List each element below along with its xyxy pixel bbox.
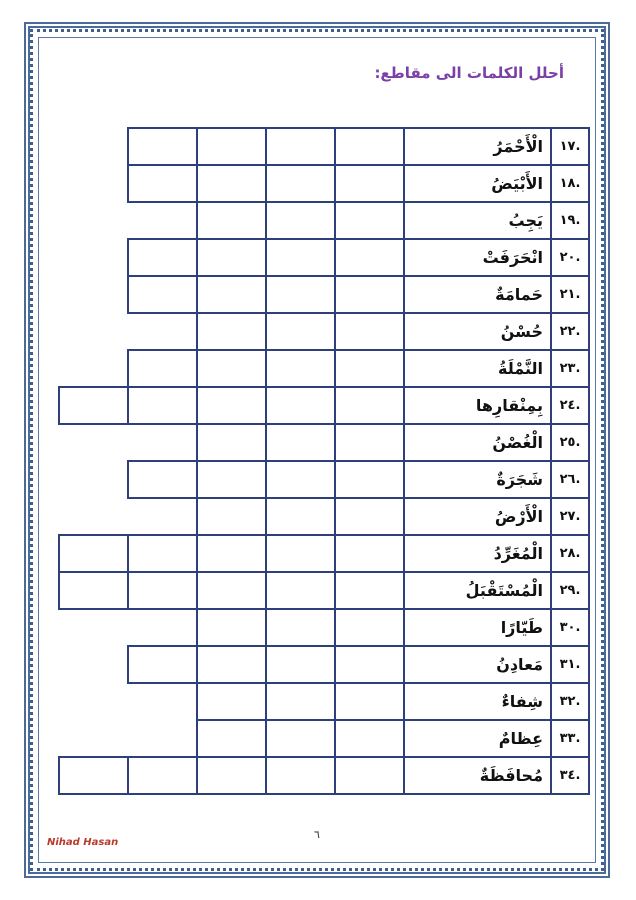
word-row <box>59 202 589 239</box>
syllable-box[interactable] <box>197 128 266 165</box>
word-cell: شَجَرَةٌ <box>404 461 551 498</box>
word-row <box>59 350 589 387</box>
word-cell: الْغُصْنُ <box>404 424 551 461</box>
word-cell: الْمُسْتَقْبَلُ <box>404 572 551 609</box>
syllable-box[interactable] <box>197 720 266 757</box>
empty-slot <box>59 683 128 720</box>
word-row <box>59 239 589 276</box>
empty-slot <box>59 350 128 387</box>
word-cell: الْمُغَرِّدُ <box>404 535 551 572</box>
empty-slot <box>59 239 128 276</box>
empty-slot <box>128 498 197 535</box>
word-cell: طَيّارًا <box>404 609 551 646</box>
word-cell: الْأَرْضُ <box>404 498 551 535</box>
empty-slot <box>59 165 128 202</box>
syllable-box[interactable] <box>266 202 335 239</box>
item-number: .٢٤ <box>551 387 589 424</box>
syllable-box[interactable] <box>266 276 335 313</box>
syllable-box[interactable] <box>335 609 404 646</box>
word-cell: يَجِبُ <box>404 202 551 239</box>
word-row <box>59 609 589 646</box>
empty-slot <box>128 720 197 757</box>
syllable-box[interactable] <box>266 165 335 202</box>
syllable-box[interactable] <box>266 572 335 609</box>
word-row <box>59 128 589 165</box>
item-number: .٣٢ <box>551 683 589 720</box>
word-cell: مُحافَظَةٌ <box>404 757 551 794</box>
empty-slot <box>128 313 197 350</box>
empty-slot <box>59 313 128 350</box>
word-row <box>59 720 589 757</box>
syllable-box[interactable] <box>335 239 404 276</box>
word-cell: انْحَرَفَتْ <box>404 239 551 276</box>
word-row <box>59 683 589 720</box>
syllable-box[interactable] <box>59 535 128 572</box>
syllable-box[interactable] <box>335 202 404 239</box>
syllable-box[interactable] <box>197 239 266 276</box>
syllable-box[interactable] <box>128 535 197 572</box>
syllable-table <box>58 127 590 795</box>
syllable-box[interactable] <box>59 757 128 794</box>
item-number: .٢٢ <box>551 313 589 350</box>
empty-slot <box>59 128 128 165</box>
syllable-box[interactable] <box>335 165 404 202</box>
syllable-box[interactable] <box>197 646 266 683</box>
syllable-box[interactable] <box>266 239 335 276</box>
item-number: .١٨ <box>551 165 589 202</box>
syllable-box[interactable] <box>266 683 335 720</box>
syllable-box[interactable] <box>197 609 266 646</box>
item-number: .٢٧ <box>551 498 589 535</box>
word-row <box>59 646 589 683</box>
word-cell: شِفاءٌ <box>404 683 551 720</box>
syllable-box[interactable] <box>335 276 404 313</box>
item-number: .٢٦ <box>551 461 589 498</box>
syllable-box[interactable] <box>197 572 266 609</box>
syllable-box[interactable] <box>335 498 404 535</box>
item-number: .٢٠ <box>551 239 589 276</box>
syllable-box[interactable] <box>266 424 335 461</box>
syllable-box[interactable] <box>266 498 335 535</box>
syllable-box[interactable] <box>197 387 266 424</box>
word-row <box>59 461 589 498</box>
empty-slot <box>128 202 197 239</box>
syllable-box[interactable] <box>197 757 266 794</box>
syllable-box[interactable] <box>335 683 404 720</box>
empty-slot <box>59 461 128 498</box>
syllable-box[interactable] <box>128 461 197 498</box>
word-cell: مَعادِنُ <box>404 646 551 683</box>
syllable-box[interactable] <box>59 387 128 424</box>
syllable-box[interactable] <box>197 350 266 387</box>
syllable-box[interactable] <box>266 313 335 350</box>
word-row <box>59 498 589 535</box>
syllable-box[interactable] <box>266 128 335 165</box>
syllable-box[interactable] <box>197 165 266 202</box>
item-number: .٣٤ <box>551 757 589 794</box>
empty-slot <box>59 609 128 646</box>
syllable-box[interactable] <box>335 387 404 424</box>
syllable-box[interactable] <box>266 461 335 498</box>
syllable-box[interactable] <box>335 757 404 794</box>
syllable-box[interactable] <box>128 239 197 276</box>
empty-slot <box>59 424 128 461</box>
syllable-box[interactable] <box>266 757 335 794</box>
empty-slot <box>59 276 128 313</box>
word-row <box>59 535 589 572</box>
syllable-box[interactable] <box>335 535 404 572</box>
word-row <box>59 165 589 202</box>
word-cell: النَّمْلَةُ <box>404 350 551 387</box>
item-number: .٢٨ <box>551 535 589 572</box>
syllable-box[interactable] <box>197 276 266 313</box>
word-cell: حُسْنُ <box>404 313 551 350</box>
syllable-box[interactable] <box>128 387 197 424</box>
word-cell: بِمِنْقارِها <box>404 387 551 424</box>
empty-slot <box>128 424 197 461</box>
word-row <box>59 276 589 313</box>
syllable-box[interactable] <box>197 202 266 239</box>
syllable-box[interactable] <box>266 350 335 387</box>
syllable-box[interactable] <box>335 461 404 498</box>
item-number: .٢١ <box>551 276 589 313</box>
syllable-box[interactable] <box>59 572 128 609</box>
syllable-box[interactable] <box>266 646 335 683</box>
empty-slot <box>59 498 128 535</box>
exercise-title: أحلل الكلمات الى مقاطع: <box>374 64 564 82</box>
word-row <box>59 757 589 794</box>
item-number: .٣٠ <box>551 609 589 646</box>
word-row <box>59 572 589 609</box>
item-number: .٢٩ <box>551 572 589 609</box>
word-row <box>59 424 589 461</box>
syllable-box[interactable] <box>266 387 335 424</box>
item-number: .٣٣ <box>551 720 589 757</box>
syllable-box[interactable] <box>335 128 404 165</box>
syllable-table-body <box>59 128 589 794</box>
word-row <box>59 313 589 350</box>
word-row <box>59 387 589 424</box>
word-cell: الْأَحْمَرُ <box>404 128 551 165</box>
syllable-box[interactable] <box>335 720 404 757</box>
syllable-box[interactable] <box>197 461 266 498</box>
word-cell: عِظامٌ <box>404 720 551 757</box>
syllable-box[interactable] <box>335 572 404 609</box>
word-cell: حَمامَةٌ <box>404 276 551 313</box>
word-cell: الأَبْيَضُ <box>404 165 551 202</box>
syllable-box[interactable] <box>266 535 335 572</box>
item-number: .١٧ <box>551 128 589 165</box>
syllable-box[interactable] <box>335 350 404 387</box>
empty-slot <box>128 609 197 646</box>
item-number: .٢٥ <box>551 424 589 461</box>
syllable-box[interactable] <box>197 498 266 535</box>
syllable-box[interactable] <box>266 609 335 646</box>
empty-slot <box>59 646 128 683</box>
syllable-box[interactable] <box>128 757 197 794</box>
syllable-box[interactable] <box>335 313 404 350</box>
author-name: Nihad Hasan <box>47 837 119 848</box>
syllable-box[interactable] <box>335 424 404 461</box>
empty-slot <box>59 202 128 239</box>
item-number: .١٩ <box>551 202 589 239</box>
syllable-box[interactable] <box>128 128 197 165</box>
syllable-box[interactable] <box>197 683 266 720</box>
syllable-box[interactable] <box>197 424 266 461</box>
syllable-box[interactable] <box>128 350 197 387</box>
syllable-box[interactable] <box>128 276 197 313</box>
syllable-box[interactable] <box>266 720 335 757</box>
syllable-box[interactable] <box>197 535 266 572</box>
empty-slot <box>128 683 197 720</box>
item-number: .٢٣ <box>551 350 589 387</box>
syllable-box[interactable] <box>128 646 197 683</box>
syllable-box[interactable] <box>128 165 197 202</box>
item-number: .٣١ <box>551 646 589 683</box>
empty-slot <box>59 720 128 757</box>
syllable-box[interactable] <box>335 646 404 683</box>
syllable-box[interactable] <box>128 572 197 609</box>
page-number: ٦ <box>314 828 320 841</box>
syllable-box[interactable] <box>197 313 266 350</box>
